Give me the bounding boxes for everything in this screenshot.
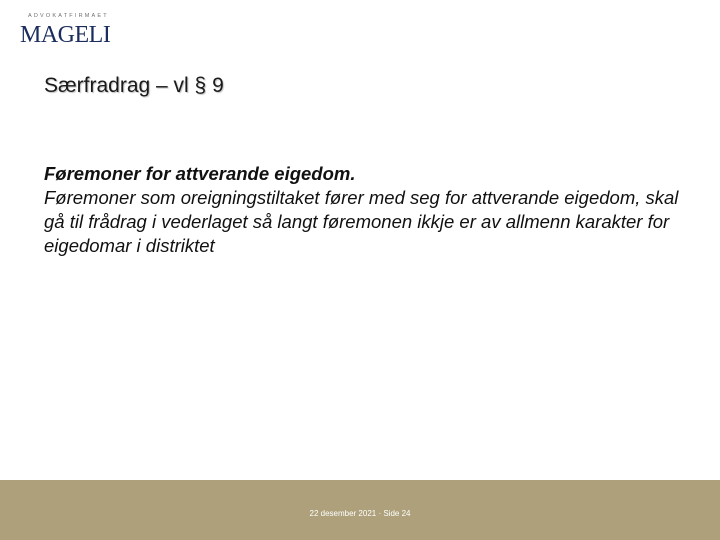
slide-content — [44, 162, 684, 258]
footer-bar — [0, 480, 720, 540]
company-logo — [20, 12, 120, 48]
footer-date-page: 22 desember 2021 · Side 24 — [309, 509, 411, 518]
content-heading: Føremoner for attverande eigedom. — [44, 163, 356, 184]
content-body: Føremoner som oreigningstiltaket fører med seg for attverande eigedom, skal gå til frådrag i vederlaget så langt føremonen ikkje er av allmenn karakter for eigedomar i distriktet — [44, 187, 679, 256]
slide-title: Særfradrag – vl § 9 — [44, 74, 224, 97]
logo-tagline: ADVOKATFIRMAET — [28, 13, 109, 19]
logo-name: MAGELI — [20, 22, 111, 48]
